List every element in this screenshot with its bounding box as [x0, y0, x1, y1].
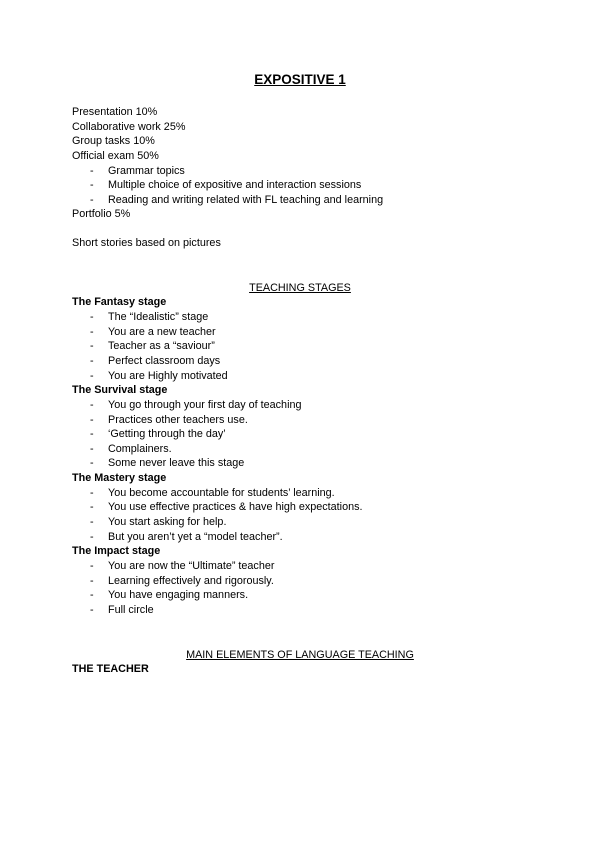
grading-item: Official exam 50% [72, 150, 159, 162]
section-heading-teaching-stages: TEACHING STAGES [249, 282, 351, 294]
page-title: EXPOSITIVE 1 [254, 72, 346, 87]
stage-title: The Survival stage [72, 384, 168, 396]
grading-item: Portfolio 5% [72, 208, 131, 220]
note-text: Short stories based on pictures [72, 237, 221, 249]
grading-item: Presentation 10% [72, 106, 158, 118]
grading-item: Collaborative work 25% [72, 121, 186, 133]
section-heading-main-elements: MAIN ELEMENTS OF LANGUAGE TEACHING [186, 649, 414, 661]
bullet-dash: - [90, 165, 94, 177]
stage-title: The Mastery stage [72, 472, 167, 484]
stage-title: The Impact stage [72, 545, 161, 557]
bullet-dash: - [90, 179, 94, 191]
document-page: EXPOSITIVE 1 Presentation 10% Collaborative work 25% Group tasks 10% Official exam 50% - Grammar topics - Multiple choice of expositive and interaction sessions - Reading and writing related with FL teaching and learning Portfolio 5% Short stories based on pictures TEACHING STAGES The Fantasy stage - The “Idealistic” stage - You are a new teacher - Teacher as a “saviour” - Perfect classroom days - You are Highly motivated The Survival stage - You go through your first day of teaching - Practices other teachers use. - ‘Getting through the day’ - Complainers. - Some never leave this stage The Mastery stage - You become accountable for students’ learning. - You use effective practices & have high expectations. - You start asking for help. - But you aren’t yet a “model teacher”. The Impact stage - You are now the “Ultimate” teacher - Learning effectively and rigorously. - You have engaging manners. - Full circle MAIN ELEMENTS OF LANGUAGE TEACHING THE TEACHER [0, 0, 600, 848]
grading-item: Group tasks 10% [72, 135, 155, 147]
subheading-the-teacher: THE TEACHER [72, 663, 149, 675]
stage-title: The Fantasy stage [72, 296, 167, 308]
bullet-dash: - [90, 194, 94, 206]
